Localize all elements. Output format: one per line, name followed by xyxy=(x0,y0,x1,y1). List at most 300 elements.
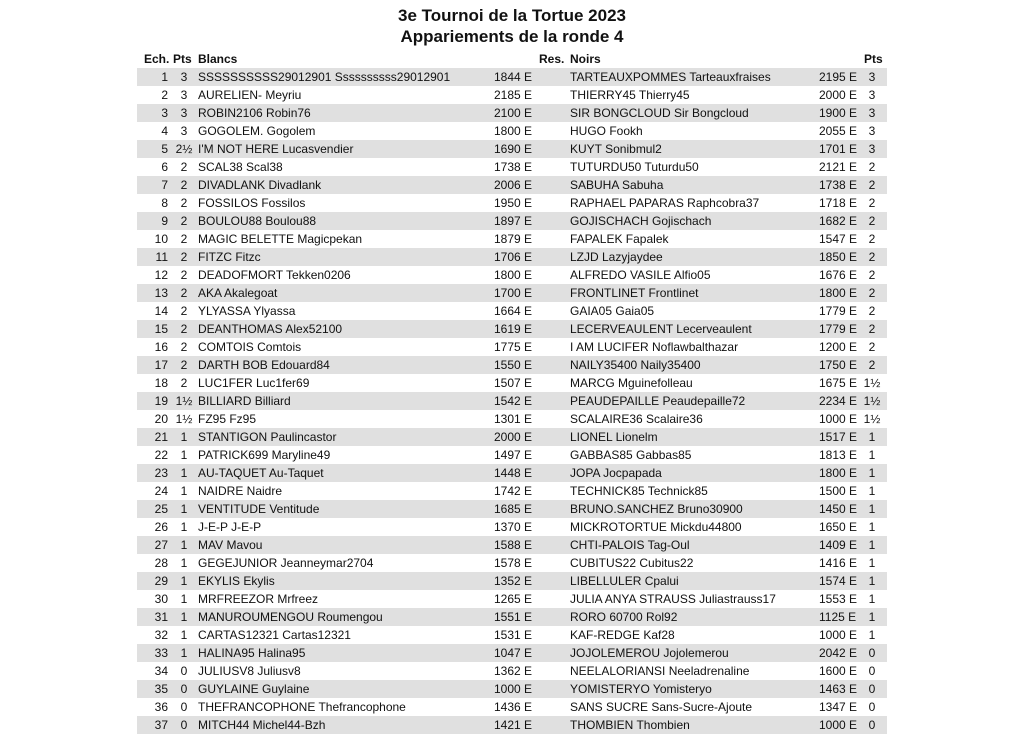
table-row xyxy=(137,410,887,428)
board-number: 6 xyxy=(161,160,168,174)
black-points: 2 xyxy=(868,160,876,174)
black-points: 3 xyxy=(868,106,876,120)
table-row xyxy=(137,590,887,608)
black-player: LECERVEAULENT Lecerveaulent xyxy=(570,322,752,336)
table-row xyxy=(137,554,887,572)
black-rating: 1347 E xyxy=(819,700,858,714)
white-player: FZ95 Fz95 xyxy=(198,412,257,426)
table-row xyxy=(137,428,887,446)
black-points: 3 xyxy=(868,124,876,138)
white-points: 1 xyxy=(180,592,188,606)
black-points: 0 xyxy=(868,718,876,732)
board-number: 16 xyxy=(154,340,168,354)
table-row xyxy=(137,104,887,122)
board-number: 23 xyxy=(154,466,168,480)
white-points: 2 xyxy=(180,358,188,372)
white-player: CARTAS12321 Cartas12321 xyxy=(198,628,351,642)
table-row xyxy=(137,374,887,392)
white-points: 2 xyxy=(180,232,188,246)
black-player: I AM LUCIFER Noflawbalthazar xyxy=(570,340,739,354)
black-rating: 1779 E xyxy=(819,322,858,336)
black-points: 1½ xyxy=(863,394,881,408)
black-points: 1 xyxy=(868,556,876,570)
white-player: AU-TAQUET Au-Taquet xyxy=(198,466,324,480)
white-points: 1 xyxy=(180,448,188,462)
white-player: COMTOIS Comtois xyxy=(198,340,302,354)
board-number: 27 xyxy=(154,538,168,552)
black-player: FRONTLINET Frontlinet xyxy=(570,286,699,300)
white-player: FITZC Fitzc xyxy=(198,250,261,264)
board-number: 30 xyxy=(154,592,168,606)
black-points: 1 xyxy=(868,538,876,552)
black-player: TECHNICK85 Technick85 xyxy=(570,484,708,498)
black-rating: 1701 E xyxy=(819,142,858,156)
white-rating: 1800 E xyxy=(494,268,533,282)
white-player: MAV Mavou xyxy=(198,538,263,552)
white-player: VENTITUDE Ventitude xyxy=(198,502,320,516)
black-rating: 1779 E xyxy=(819,304,858,318)
black-rating: 2055 E xyxy=(819,124,858,138)
table-row xyxy=(137,626,887,644)
black-rating: 1800 E xyxy=(819,286,858,300)
table-row xyxy=(137,266,887,284)
board-number: 11 xyxy=(155,250,168,264)
white-rating: 1619 E xyxy=(494,322,533,336)
white-player: AKA Akalegoat xyxy=(198,286,278,300)
board-number: 24 xyxy=(154,484,168,498)
board-number: 3 xyxy=(161,106,168,120)
black-rating: 1200 E xyxy=(819,340,858,354)
black-points: 1 xyxy=(868,592,876,606)
white-rating: 1685 E xyxy=(494,502,533,516)
white-player: DEADOFMORT Tekken0206 xyxy=(198,268,351,282)
white-points: 2 xyxy=(180,160,188,174)
board-number: 17 xyxy=(154,358,168,372)
board-number: 12 xyxy=(154,268,168,282)
white-points: 3 xyxy=(180,106,188,120)
white-player: MRFREEZOR Mrfreez xyxy=(198,592,318,606)
round-subtitle: Appariements de la ronde 4 xyxy=(400,27,624,46)
black-player: ALFREDO VASILE Alfio05 xyxy=(570,268,711,282)
black-rating: 1900 E xyxy=(819,106,858,120)
table-row xyxy=(137,662,887,680)
black-points: 2 xyxy=(868,232,876,246)
black-points: 1 xyxy=(868,574,876,588)
white-player: PATRICK699 Maryline49 xyxy=(198,448,331,462)
white-player: BOULOU88 Boulou88 xyxy=(198,214,317,228)
table-row xyxy=(137,482,887,500)
black-rating: 1813 E xyxy=(819,448,858,462)
white-points: 3 xyxy=(180,88,188,102)
white-rating: 1588 E xyxy=(494,538,533,552)
black-rating: 1718 E xyxy=(819,196,858,210)
black-player: MARCG Mguinefolleau xyxy=(570,376,693,390)
white-rating: 1664 E xyxy=(494,304,533,318)
white-rating: 1507 E xyxy=(494,376,533,390)
white-rating: 1301 E xyxy=(494,412,533,426)
black-points: 0 xyxy=(868,700,876,714)
white-rating: 1047 E xyxy=(494,646,533,660)
board-number: 26 xyxy=(154,520,168,534)
white-rating: 1800 E xyxy=(494,124,533,138)
black-points: 0 xyxy=(868,646,876,660)
black-rating: 2121 E xyxy=(819,160,858,174)
board-number: 2 xyxy=(161,88,168,102)
board-number: 9 xyxy=(161,214,168,228)
black-points: 1 xyxy=(868,448,876,462)
board-number: 5 xyxy=(161,142,168,156)
black-rating: 1750 E xyxy=(819,358,858,372)
white-points: 1 xyxy=(180,628,188,642)
white-points: 1 xyxy=(180,502,188,516)
header-black-points: Pts xyxy=(864,52,883,66)
white-player: JULIUSV8 Juliusv8 xyxy=(198,664,301,678)
black-player: KUYT Sonibmul2 xyxy=(570,142,662,156)
black-points: 2 xyxy=(868,286,876,300)
white-points: 2 xyxy=(180,196,188,210)
white-points: 1½ xyxy=(175,394,193,408)
header-white-points: Pts xyxy=(173,52,192,66)
white-rating: 1742 E xyxy=(494,484,533,498)
black-points: 1 xyxy=(868,520,876,534)
table-row xyxy=(137,248,887,266)
black-rating: 2234 E xyxy=(819,394,858,408)
table-row xyxy=(137,536,887,554)
board-number: 13 xyxy=(154,286,168,300)
black-rating: 2000 E xyxy=(819,88,858,102)
black-rating: 1600 E xyxy=(819,664,858,678)
black-points: 3 xyxy=(868,142,876,156)
board-number: 1 xyxy=(161,70,168,84)
table-row xyxy=(137,356,887,374)
black-player: TUTURDU50 Tuturdu50 xyxy=(570,160,699,174)
black-player: LZJD Lazyjaydee xyxy=(570,250,663,264)
header-white: Blancs xyxy=(198,52,238,66)
black-points: 2 xyxy=(868,340,876,354)
table-row xyxy=(137,644,887,662)
board-number: 10 xyxy=(154,232,168,246)
table-row xyxy=(137,68,887,86)
white-rating: 1436 E xyxy=(494,700,533,714)
white-points: 2 xyxy=(180,268,188,282)
white-points: 1 xyxy=(180,646,188,660)
white-rating: 1700 E xyxy=(494,286,533,300)
black-rating: 1517 E xyxy=(819,430,858,444)
white-rating: 1370 E xyxy=(494,520,533,534)
white-rating: 1844 E xyxy=(494,70,533,84)
table-row xyxy=(137,464,887,482)
black-rating: 1000 E xyxy=(819,628,858,642)
header-board: Ech. xyxy=(144,52,170,66)
table-row xyxy=(137,284,887,302)
board-number: 35 xyxy=(154,682,168,696)
black-player: FAPALEK Fapalek xyxy=(570,232,669,246)
table-row xyxy=(137,194,887,212)
black-rating: 1500 E xyxy=(819,484,858,498)
white-points: 1 xyxy=(180,574,188,588)
table-row xyxy=(137,392,887,410)
black-player: CHTI-PALOIS Tag-Oul xyxy=(570,538,690,552)
white-rating: 1000 E xyxy=(494,682,533,696)
white-player: I'M NOT HERE Lucasvendier xyxy=(198,142,354,156)
black-points: 1 xyxy=(868,466,876,480)
black-points: 0 xyxy=(868,664,876,678)
white-rating: 1897 E xyxy=(494,214,533,228)
white-points: 0 xyxy=(180,664,188,678)
white-rating: 1690 E xyxy=(494,142,533,156)
board-number: 34 xyxy=(154,664,168,678)
white-player: LUC1FER Luc1fer69 xyxy=(198,376,310,390)
black-player: RAPHAEL PAPARAS Raphcobra37 xyxy=(570,196,760,210)
white-player: DEANTHOMAS Alex52100 xyxy=(198,322,343,336)
table-row xyxy=(137,122,887,140)
board-number: 25 xyxy=(154,502,168,516)
board-number: 32 xyxy=(154,628,168,642)
black-player: KAF-REDGE Kaf28 xyxy=(570,628,675,642)
board-number: 31 xyxy=(154,610,168,624)
white-points: 0 xyxy=(180,682,188,696)
white-rating: 1531 E xyxy=(494,628,533,642)
black-points: 2 xyxy=(868,214,876,228)
white-rating: 1542 E xyxy=(494,394,533,408)
board-number: 8 xyxy=(161,196,168,210)
black-player: JOPA Jocpapada xyxy=(570,466,662,480)
table-row xyxy=(137,572,887,590)
white-rating: 1265 E xyxy=(494,592,533,606)
white-player: MITCH44 Michel44-Bzh xyxy=(198,718,326,732)
black-player: GABBAS85 Gabbas85 xyxy=(570,448,692,462)
black-rating: 1547 E xyxy=(819,232,858,246)
white-points: 3 xyxy=(180,70,188,84)
white-player: MAGIC BELETTE Magicpekan xyxy=(198,232,363,246)
white-player: GUYLAINE Guylaine xyxy=(198,682,310,696)
board-number: 33 xyxy=(154,646,168,660)
black-player: LIONEL Lionelm xyxy=(570,430,658,444)
black-points: 1½ xyxy=(863,412,881,426)
black-rating: 1553 E xyxy=(819,592,858,606)
table-row xyxy=(137,446,887,464)
white-player: YLYASSA Ylyassa xyxy=(198,304,296,318)
black-points: 3 xyxy=(868,70,876,84)
black-points: 2 xyxy=(868,358,876,372)
board-number: 14 xyxy=(154,304,168,318)
white-points: 2 xyxy=(180,214,188,228)
white-rating: 1352 E xyxy=(494,574,533,588)
table-row xyxy=(137,500,887,518)
white-player: SSSSSSSSSS29012901 Ssssssssss29012901 xyxy=(198,70,451,84)
black-rating: 1125 E xyxy=(819,610,857,624)
black-player: JULIA ANYA STRAUSS Juliastrauss17 xyxy=(570,592,776,606)
black-player: SANS SUCRE Sans-Sucre-Ajoute xyxy=(570,700,753,714)
black-player: NAILY35400 Naily35400 xyxy=(570,358,701,372)
white-points: 2 xyxy=(180,250,188,264)
black-rating: 1574 E xyxy=(819,574,858,588)
table-row xyxy=(137,338,887,356)
board-number: 36 xyxy=(154,700,168,714)
table-row xyxy=(137,140,887,158)
white-points: 1 xyxy=(180,556,188,570)
white-rating: 1421 E xyxy=(494,718,533,732)
white-points: 0 xyxy=(180,700,188,714)
black-points: 2 xyxy=(868,250,876,264)
black-rating: 1409 E xyxy=(819,538,858,552)
board-number: 4 xyxy=(161,124,168,138)
board-number: 37 xyxy=(154,718,168,732)
board-number: 19 xyxy=(154,394,168,408)
table-row xyxy=(137,230,887,248)
table-row xyxy=(137,518,887,536)
black-points: 1 xyxy=(868,610,876,624)
black-points: 1 xyxy=(868,430,876,444)
white-rating: 2185 E xyxy=(494,88,533,102)
table-row xyxy=(137,680,887,698)
white-player: NAIDRE Naidre xyxy=(198,484,283,498)
white-player: EKYLIS Ekylis xyxy=(198,574,275,588)
white-rating: 1775 E xyxy=(494,340,533,354)
white-points: 1 xyxy=(180,610,188,624)
white-player: GOGOLEM. Gogolem xyxy=(198,124,316,138)
white-player: THEFRANCOPHONE Thefrancophone xyxy=(198,700,406,714)
board-number: 21 xyxy=(154,430,168,444)
black-player: GAIA05 Gaia05 xyxy=(570,304,655,318)
white-player: J-E-P J-E-P xyxy=(198,520,262,534)
white-points: 1 xyxy=(180,430,188,444)
white-rating: 1738 E xyxy=(494,160,533,174)
board-number: 20 xyxy=(154,412,168,426)
white-player: DARTH BOB Edouard84 xyxy=(198,358,330,372)
white-rating: 1550 E xyxy=(494,358,533,372)
white-player: HALINA95 Halina95 xyxy=(198,646,306,660)
white-points: 2½ xyxy=(175,142,193,156)
black-player: GOJISCHACH Gojischach xyxy=(570,214,712,228)
black-rating: 1738 E xyxy=(819,178,858,192)
white-player: ROBIN2106 Robin76 xyxy=(198,106,311,120)
white-rating: 1578 E xyxy=(494,556,533,570)
table-row xyxy=(137,716,887,734)
board-number: 22 xyxy=(154,448,168,462)
board-number: 29 xyxy=(154,574,168,588)
white-points: 0 xyxy=(180,718,188,732)
white-player: MANUROUMENGOU Roumengou xyxy=(198,610,383,624)
table-row xyxy=(137,698,887,716)
black-points: 1½ xyxy=(863,376,881,390)
black-player: MICKROTORTUE Mickdu44800 xyxy=(570,520,742,534)
black-points: 2 xyxy=(868,196,876,210)
board-number: 7 xyxy=(161,178,168,192)
black-points: 1 xyxy=(868,628,876,642)
board-number: 15 xyxy=(154,322,168,336)
black-player: BRUNO.SANCHEZ Bruno30900 xyxy=(570,502,743,516)
black-player: HUGO Fookh xyxy=(570,124,643,138)
table-row xyxy=(137,320,887,338)
white-points: 2 xyxy=(180,304,188,318)
black-player: LIBELLULER Cpalui xyxy=(570,574,679,588)
black-player: SCALAIRE36 Scalaire36 xyxy=(570,412,703,426)
black-rating: 1000 E xyxy=(819,718,858,732)
table-row xyxy=(137,212,887,230)
black-player: SABUHA Sabuha xyxy=(570,178,664,192)
white-rating: 2006 E xyxy=(494,178,533,192)
white-points: 3 xyxy=(180,124,188,138)
table-row xyxy=(137,302,887,320)
black-rating: 1416 E xyxy=(819,556,858,570)
board-number: 28 xyxy=(154,556,168,570)
tournament-title: 3e Tournoi de la Tortue 2023 xyxy=(398,6,626,25)
black-player: RORO 60700 Rol92 xyxy=(570,610,678,624)
white-points: 2 xyxy=(180,340,188,354)
black-rating: 1850 E xyxy=(819,250,858,264)
black-player: PEAUDEPAILLE Peaudepaille72 xyxy=(570,394,746,408)
table-row xyxy=(137,86,887,104)
black-points: 2 xyxy=(868,304,876,318)
white-rating: 1551 E xyxy=(494,610,533,624)
black-rating: 1463 E xyxy=(819,682,858,696)
black-rating: 1650 E xyxy=(819,520,858,534)
black-rating: 1800 E xyxy=(819,466,858,480)
black-player: SIR BONGCLOUD Sir Bongcloud xyxy=(570,106,749,120)
black-points: 1 xyxy=(868,484,876,498)
white-rating: 2000 E xyxy=(494,430,533,444)
black-points: 2 xyxy=(868,268,876,282)
header-result: Res. xyxy=(539,52,565,66)
black-rating: 2042 E xyxy=(819,646,858,660)
table-row xyxy=(137,176,887,194)
board-number: 18 xyxy=(154,376,168,390)
black-rating: 1682 E xyxy=(819,214,858,228)
white-player: FOSSILOS Fossilos xyxy=(198,196,306,210)
black-rating: 1000 E xyxy=(819,412,858,426)
white-player: SCAL38 Scal38 xyxy=(198,160,283,174)
black-points: 2 xyxy=(868,178,876,192)
white-player: AURELIEN- Meyriu xyxy=(198,88,302,102)
white-player: STANTIGON Paulincastor xyxy=(198,430,337,444)
white-rating: 1950 E xyxy=(494,196,533,210)
white-player: GEGEJUNIOR Jeanneymar2704 xyxy=(198,556,374,570)
table-row xyxy=(137,158,887,176)
black-rating: 2195 E xyxy=(819,70,858,84)
black-points: 1 xyxy=(868,502,876,516)
white-rating: 1879 E xyxy=(494,232,533,246)
black-player: CUBITUS22 Cubitus22 xyxy=(570,556,694,570)
black-rating: 1450 E xyxy=(819,502,858,516)
white-points: 1 xyxy=(180,538,188,552)
black-points: 2 xyxy=(868,322,876,336)
white-points: 1 xyxy=(180,484,188,498)
white-rating: 1448 E xyxy=(494,466,533,480)
black-player: TARTEAUXPOMMES Tarteauxfraises xyxy=(570,70,771,84)
white-rating: 2100 E xyxy=(494,106,533,120)
white-player: DIVADLANK Divadlank xyxy=(198,178,322,192)
black-player: NEELALORIANSI Neeladrenaline xyxy=(570,664,750,678)
white-points: 1 xyxy=(180,466,188,480)
black-player: THIERRY45 Thierry45 xyxy=(570,88,690,102)
white-points: 2 xyxy=(180,322,188,336)
table-row xyxy=(137,608,887,626)
white-points: 2 xyxy=(180,178,188,192)
white-rating: 1706 E xyxy=(494,250,533,264)
black-points: 3 xyxy=(868,88,876,102)
black-rating: 1675 E xyxy=(819,376,858,390)
pairings-table xyxy=(137,68,887,734)
header-black: Noirs xyxy=(570,52,601,66)
white-rating: 1362 E xyxy=(494,664,533,678)
white-rating: 1497 E xyxy=(494,448,533,462)
black-rating: 1676 E xyxy=(819,268,858,282)
black-player: THOMBIEN Thombien xyxy=(570,718,690,732)
black-player: JOJOLEMEROU Jojolemerou xyxy=(570,646,729,660)
white-points: 1½ xyxy=(175,412,193,426)
white-points: 2 xyxy=(180,376,188,390)
